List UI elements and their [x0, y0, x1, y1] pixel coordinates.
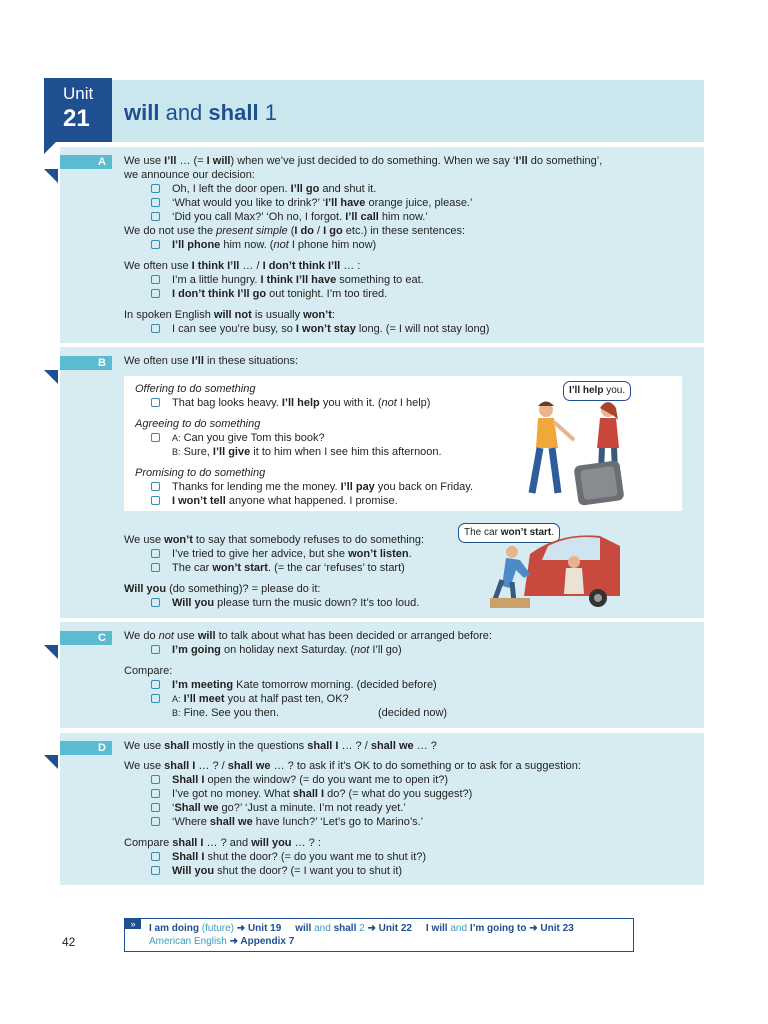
example-line: B: Sure, I’ll give it to him when I see him this afternoon.	[172, 446, 442, 458]
unit-badge-fold	[44, 142, 56, 154]
bullet-icon	[151, 866, 160, 875]
bullet-icon	[151, 198, 160, 207]
example-line: ‘Did you call Max?’ ‘Oh no, I forgot. I’ll call him now.’	[172, 211, 428, 223]
example-note: (decided now)	[378, 707, 448, 719]
bullet-icon	[151, 775, 160, 784]
example-line: Shall I shut the door? (= do you want me to shut it?)	[172, 851, 427, 863]
car-illustration	[490, 534, 622, 608]
bullet-icon	[151, 212, 160, 221]
page-title: will and shall 1	[124, 100, 277, 125]
bullet-icon	[151, 789, 160, 798]
unit-number: 21	[63, 105, 90, 132]
subheading: Agreeing to do something	[135, 418, 261, 430]
text-line: We do not use the present simple (I do / I go etc.) in these sentences:	[124, 225, 466, 237]
text-line: We use won’t to say that somebody refuses to do something:	[124, 534, 425, 546]
speech-bubble: The car won’t start.	[458, 523, 560, 543]
text-line: We often use I’ll in these situations:	[124, 355, 299, 367]
cross-reference-line[interactable]: I am doing (future) ➜ Unit 19 will and shall 2 ➜ Unit 22 I will and I’m going to ➜ Unit 23	[149, 923, 574, 934]
tab-fold	[44, 755, 58, 769]
text-line: We do not use will to talk about what has been decided or arranged before:	[124, 630, 492, 642]
text-line: We use shall I … ? / shall we … ? to ask if it’s OK to do something or to ask for a suggestion:	[124, 760, 581, 772]
unit-label: Unit	[63, 84, 94, 103]
bullet-icon	[151, 852, 160, 861]
example-line: A: Can you give Tom this book?	[172, 432, 325, 444]
bullet-icon	[151, 645, 160, 654]
bullet-icon	[151, 817, 160, 826]
bullet-icon	[151, 598, 160, 607]
subheading: Offering to do something	[135, 383, 256, 395]
tab-fold	[44, 169, 58, 183]
text-line: We use shall mostly in the questions shall I … ? / shall we … ?	[124, 740, 437, 752]
text-line: We use I’ll … (= I will) when we’ve just decided to do something. When we say ‘I’ll do something’,	[124, 155, 603, 167]
example-line: ‘What would you like to drink?’ ‘I’ll have orange juice, please.’	[172, 197, 473, 209]
example-line: The car won’t start. (= the car ‘refuses’ to start)	[172, 562, 405, 574]
bullet-icon	[151, 398, 160, 407]
bullet-icon	[151, 184, 160, 193]
helping-illustration	[516, 398, 636, 508]
speech-bubble: I’ll help you.	[563, 381, 631, 401]
bullet-icon	[151, 275, 160, 284]
section-tab-b: B	[60, 356, 112, 370]
example-line: Oh, I left the door open. I’ll go and shut it.	[172, 183, 377, 195]
example-line: Thanks for lending me the money. I’ll pay you back on Friday.	[172, 481, 474, 493]
example-line: A: I’ll meet you at half past ten, OK?	[172, 693, 349, 705]
section-tab-d: D	[60, 741, 112, 755]
page-number: 42	[62, 935, 76, 949]
bullet-icon	[151, 803, 160, 812]
bullet-icon	[151, 496, 160, 505]
example-line: I won’t tell anyone what happened. I promise.	[172, 495, 398, 507]
bullet-icon	[151, 549, 160, 558]
example-line: I’m going on holiday next Saturday. (not I’ll go)	[172, 644, 402, 656]
example-line: B: Fine. See you then.	[172, 707, 279, 719]
double-chevron-icon: »	[125, 919, 141, 929]
bullet-icon	[151, 289, 160, 298]
bullet-icon	[151, 680, 160, 689]
example-line: Shall I open the window? (= do you want me to open it?)	[172, 774, 449, 786]
text-line: Compare shall I … ? and will you … ? :	[124, 837, 321, 849]
tab-fold	[44, 645, 58, 659]
example-line: I’ll phone him now. (not I phone him now)	[172, 239, 377, 251]
bullet-icon	[151, 482, 160, 491]
example-line: ‘Shall we go?’ ‘Just a minute. I’m not ready yet.’	[172, 802, 406, 814]
example-line: I don’t think I’ll go out tonight. I’m too tired.	[172, 288, 388, 300]
bullet-icon	[151, 433, 160, 442]
example-line: Will you please turn the music down? It’s too loud.	[172, 597, 420, 609]
example-line: I’m meeting Kate tomorrow morning. (decided before)	[172, 679, 437, 691]
example-line: Will you shut the door? (= I want you to shut it)	[172, 865, 403, 877]
section-tab-c: C	[60, 631, 112, 645]
example-line: I’ve got no money. What shall I do? (= what do you suggest?)	[172, 788, 473, 800]
text-line: We often use I think I’ll … / I don’t think I’ll … :	[124, 260, 361, 272]
bullet-icon	[151, 324, 160, 333]
example-line: I can see you’re busy, so I won’t stay long. (= I will not stay long)	[172, 323, 490, 335]
text-line: In spoken English will not is usually won’t:	[124, 309, 335, 321]
tab-fold	[44, 370, 58, 384]
cross-reference-line[interactable]: American English ➜ Appendix 7	[149, 936, 295, 947]
bullet-icon	[151, 563, 160, 572]
text-line: Compare:	[124, 665, 173, 677]
section-tab-a: A	[60, 155, 112, 169]
subheading: Promising to do something	[135, 467, 266, 479]
bullet-icon	[151, 694, 160, 703]
bullet-icon	[151, 240, 160, 249]
example-line: That bag looks heavy. I’ll help you with it. (not I help)	[172, 397, 431, 409]
example-line: I’m a little hungry. I think I’ll have something to eat.	[172, 274, 424, 286]
text-line: Will you (do something)? = please do it:	[124, 583, 321, 595]
example-line: I’ve tried to give her advice, but she won’t listen.	[172, 548, 412, 560]
cross-reference-box	[124, 918, 634, 952]
unit-badge	[44, 78, 112, 142]
example-line: ‘Where shall we have lunch?’ ‘Let’s go to Marino’s.’	[172, 816, 424, 828]
text-line: we announce our decision:	[124, 169, 255, 181]
